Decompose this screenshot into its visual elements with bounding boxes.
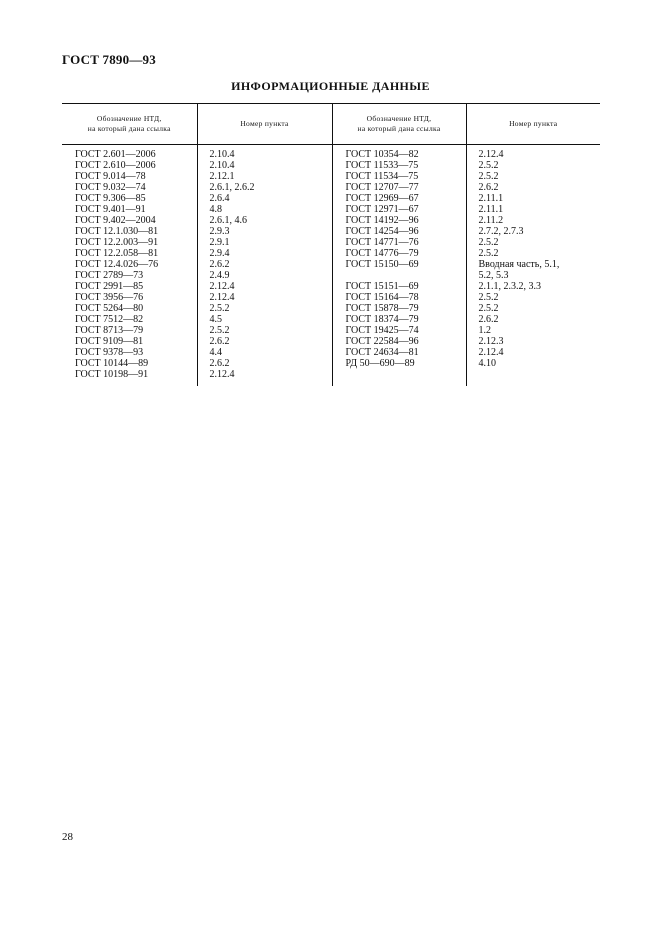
- document-designation: ГОСТ 10198—91: [75, 369, 149, 380]
- section-reference: 2.10.4: [209, 160, 235, 171]
- section-reference: 2.7.2, 2.7.3: [478, 226, 524, 237]
- document-designation: ГОСТ 9.032—74: [75, 182, 146, 193]
- document-designation: ГОСТ 8713—79: [75, 325, 144, 336]
- document-designation: ГОСТ 9.401—91: [75, 204, 146, 215]
- section-reference: 2.10.4: [209, 149, 235, 160]
- document-designation: ГОСТ 2991—85: [75, 281, 144, 292]
- section-reference: 2.4.9: [209, 270, 230, 281]
- section-reference: 2.11.1: [478, 193, 504, 204]
- section-reference: 2.12.4: [209, 281, 235, 292]
- header-designation-line2: на который дана ссылка: [87, 124, 171, 133]
- document-designation: ГОСТ 12.2.058—81: [75, 248, 159, 259]
- section-reference: 2.12.4: [209, 369, 235, 380]
- document-designation: ГОСТ 2789—73: [75, 270, 144, 281]
- document-designation: ГОСТ 22584—96: [345, 336, 419, 347]
- document-designation: ГОСТ 15151—69: [345, 281, 419, 292]
- document-designation: ГОСТ 11533—75: [345, 160, 419, 171]
- document-designation: ГОСТ 12971—67: [345, 204, 419, 215]
- section-reference: 1.2: [478, 325, 491, 336]
- section-reference: 2.6.1, 2.6.2: [209, 182, 255, 193]
- section-reference: 4.5: [209, 314, 222, 325]
- section-reference: 2.9.4: [209, 248, 230, 259]
- header-section-left: Номер пункта: [197, 104, 332, 145]
- document-designation: ГОСТ 14771—76: [345, 237, 419, 248]
- section-reference: 4.4: [209, 347, 222, 358]
- left-sections-column: [197, 145, 332, 387]
- document-designation: ГОСТ 11534—75: [345, 171, 419, 182]
- section-reference: 2.6.1, 4.6: [209, 215, 247, 226]
- header-designation-line2: на который дана ссылка: [357, 124, 441, 133]
- document-designation: РД 50—690—89: [345, 358, 415, 369]
- section-reference: Вводная часть, 5.1,: [478, 259, 560, 270]
- page-number: 28: [62, 831, 73, 843]
- header-designation-line1: Обозначение НТД,: [366, 114, 432, 124]
- document-id: ГОСТ 7890—93: [62, 52, 156, 67]
- section-reference: 2.6.2: [478, 314, 499, 325]
- document-designation: ГОСТ 12707—77: [345, 182, 419, 193]
- section-reference: 2.9.3: [209, 226, 230, 237]
- document-designation: ГОСТ 12.2.003—91: [75, 237, 159, 248]
- section-reference: 2.5.2: [478, 160, 499, 171]
- right-docs-column: [332, 145, 466, 387]
- section-reference: 2.12.1: [209, 171, 235, 182]
- section-reference: 4.10: [478, 358, 496, 369]
- document-designation: ГОСТ 24634—81: [345, 347, 419, 358]
- document-designation: ГОСТ 3956—76: [75, 292, 144, 303]
- document-designation: ГОСТ 10144—89: [75, 358, 149, 369]
- section-reference: 2.5.2: [478, 292, 499, 303]
- document-designation: ГОСТ 2.610—2006: [75, 160, 156, 171]
- section-reference: 2.5.2: [209, 303, 230, 314]
- document-designation: ГОСТ 12.1.030—81: [75, 226, 159, 237]
- section-reference: 2.5.2: [478, 237, 499, 248]
- document-designation: ГОСТ 2.601—2006: [75, 149, 156, 160]
- header-designation-left: [62, 104, 197, 145]
- document-designation: ГОСТ 9.014—78: [75, 171, 146, 182]
- section-reference: 2.12.3: [478, 336, 504, 347]
- section-reference: 2.1.1, 2.3.2, 3.3: [478, 281, 541, 292]
- document-designation: ГОСТ 19425—74: [345, 325, 419, 336]
- section-reference: 2.6.4: [209, 193, 230, 204]
- document-designation: ГОСТ 14254—96: [345, 226, 419, 237]
- section-reference: 2.6.2: [209, 336, 230, 347]
- document-designation: ГОСТ 15164—78: [345, 292, 419, 303]
- document-designation: ГОСТ 12969—67: [345, 193, 419, 204]
- document-designation: ГОСТ 5264—80: [75, 303, 144, 314]
- document-designation: ГОСТ 10354—82: [345, 149, 419, 160]
- section-reference: 2.11.1: [478, 204, 504, 215]
- section-reference: 2.12.4: [209, 292, 235, 303]
- document-designation: ГОСТ 9109—81: [75, 336, 144, 347]
- reference-table: [62, 103, 600, 386]
- document-designation: ГОСТ 15878—79: [345, 303, 419, 314]
- section-reference: 2.5.2: [478, 303, 499, 314]
- section-reference: 4.8: [209, 204, 222, 215]
- header-designation-line1: Обозначение НТД,: [96, 114, 162, 124]
- section-reference: 5.2, 5.3: [478, 270, 509, 281]
- document-designation: ГОСТ 9.402—2004: [75, 215, 156, 226]
- section-reference: 2.12.4: [478, 347, 504, 358]
- section-reference: 2.6.2: [209, 358, 230, 369]
- right-sections-column: [466, 145, 600, 387]
- document-designation: ГОСТ 9378—93: [75, 347, 144, 358]
- document-designation: ГОСТ 9.306—85: [75, 193, 146, 204]
- left-docs-column: [62, 145, 197, 387]
- document-designation: ГОСТ 12.4.026—76: [75, 259, 159, 270]
- section-reference: 2.5.2: [478, 171, 499, 182]
- header-designation-right: [332, 104, 466, 145]
- document-designation: ГОСТ 18374—79: [345, 314, 419, 325]
- section-reference: 2.11.2: [478, 215, 504, 226]
- document-designation: ГОСТ 15150—69: [345, 259, 419, 270]
- table-header-row: [62, 104, 600, 145]
- section-reference: 2.5.2: [478, 248, 499, 259]
- section-reference: 2.5.2: [209, 325, 230, 336]
- section-reference: 2.6.2: [209, 259, 230, 270]
- document-designation: ГОСТ 7512—82: [75, 314, 144, 325]
- document-designation: ГОСТ 14776—79: [345, 248, 419, 259]
- document-designation: ГОСТ 14192—96: [345, 215, 419, 226]
- section-reference: 2.9.1: [209, 237, 230, 248]
- table-body-row: [62, 145, 600, 387]
- page-title: ИНФОРМАЦИОННЫЕ ДАННЫЕ: [231, 79, 430, 93]
- section-reference: 2.12.4: [478, 149, 504, 160]
- header-section-right: Номер пункта: [466, 104, 600, 145]
- section-reference: 2.6.2: [478, 182, 499, 193]
- document-designation: [333, 270, 466, 281]
